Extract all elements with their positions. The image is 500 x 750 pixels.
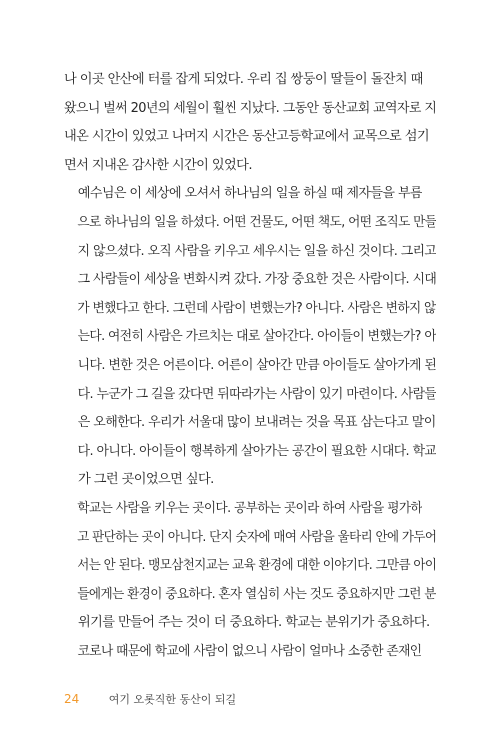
paragraph [64, 638, 436, 667]
text-line: 들에게는 환경이 중요하다. 혼자 열심히 사는 것도 중요하지만 그런 분 [77, 586, 436, 602]
text-line: 은 오해한다. 우리가 서울대 많이 보내려는 것을 목표 삼는다고 말이 [77, 415, 436, 431]
page-footer [64, 691, 236, 707]
page-number: 24 [64, 692, 80, 706]
text-line: 는다. 여전히 사람은 가르치는 대로 살아간다. 아이들이 변했는가? 아 [77, 329, 437, 345]
text-line: 예수님은 이 세상에 오셔서 하나님의 일을 하실 때 제자들을 부름 [77, 186, 422, 202]
text-line: 지 않으셨다. 오직 사람을 키우고 세우시는 일을 하신 것이다. 그리고 [77, 243, 437, 259]
paragraph [64, 66, 436, 180]
body-text [64, 66, 436, 666]
text-line: 왔으니 벌써 20년의 세월이 훨씬 지났다. 그동안 동산교회 교역자로 지 [64, 100, 436, 116]
text-line: 그 사람들이 세상을 변화시켜 갔다. 가장 중요한 것은 사람이다. 시대 [77, 272, 437, 288]
text-line: 가 그런 곳이었으면 싶다. [78, 472, 214, 488]
text-line: 니다. 변한 것은 어른이다. 어른이 살아간 만큼 아이들도 살아가게 된 [77, 357, 437, 373]
text-line: 가 변했다고 한다. 그런데 사람이 변했는가? 아니다. 사람은 변하지 않 [77, 300, 436, 316]
text-line: 코로나 때문에 학교에 사람이 없으니 사람이 얼마나 소중한 존재인 [77, 643, 422, 659]
text-line: 위기를 만들어 주는 것이 더 중요하다. 학교는 분위기가 중요하다. [78, 615, 430, 631]
paragraph [64, 180, 436, 495]
text-line: 내온 시간이 있었고 나머지 시간은 동산고등학교에서 교목으로 섬기 [64, 129, 430, 145]
text-line: 학교는 사람을 키우는 곳이다. 공부하는 곳이라 하여 사람을 평가하 [77, 500, 422, 516]
text-line: 면서 지내온 감사한 시간이 있었다. [64, 157, 252, 173]
text-line: 다. 아니다. 아이들이 행복하게 살아가는 공간이 필요한 시대다. 학교 [77, 443, 437, 459]
paragraph [64, 495, 436, 638]
text-line: 다. 누군가 그 길을 갔다면 뒤따라가는 사람이 있기 마련이다. 사람들 [77, 386, 437, 402]
running-title: 여기 오롯직한 동산이 되길 [108, 693, 237, 706]
text-line: 으로 하나님의 일을 하셨다. 어떤 건물도, 어떤 책도, 어떤 조직도 만들 [77, 214, 437, 230]
text-line: 고 판단하는 곳이 아니다. 단지 숫자에 매여 사람을 울타리 안에 가두어 [77, 529, 437, 545]
text-line: 나 이곳 안산에 터를 잡게 되었다. 우리 집 쌍둥이 딸들이 돌잔치 때 [64, 72, 423, 87]
text-line: 서는 안 된다. 맹모삼천지교는 교육 환경에 대한 이야기다. 그만큼 아이 [77, 558, 437, 574]
